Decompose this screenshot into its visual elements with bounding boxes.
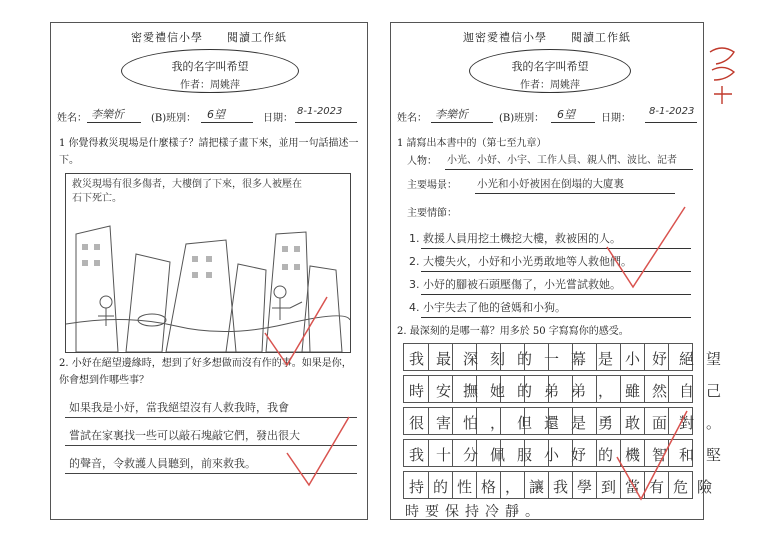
school-header: 迦密愛禮信小學 閱讀工作紙 — [463, 31, 631, 44]
name-label: 姓名： — [57, 113, 87, 124]
drawing-caption: 救災現場有很多傷者，大樓倒了下來，很多人被壓在石下死亡。 — [72, 179, 302, 204]
title-oval — [469, 49, 631, 93]
answer-2-line-1[interactable]: 如果我是小妤，當我絕望沒有人救我時，我會 — [69, 401, 289, 414]
grid-row-text: 我十分佩服小妤的機智和堅 — [409, 446, 734, 464]
author: 作者：周姚萍 — [520, 80, 580, 91]
left-worksheet — [50, 22, 368, 520]
grade-mark-icon — [704, 40, 744, 110]
date-label: 日期： — [601, 113, 631, 124]
grid-row-text: 我最深刻的一幕是小妤絕望 — [409, 350, 734, 368]
answer-2-line-3[interactable]: 的聲音，令救護人員聽到，前來救我。 — [69, 457, 256, 470]
grid-row-text: 持的性格，讓我學到當有危險 — [409, 478, 722, 496]
class-label: (B)班別： — [151, 113, 197, 124]
book-title: 我的名字叫希望 — [511, 60, 589, 73]
author: 作者：周姚萍 — [180, 80, 240, 91]
plot-item-3[interactable]: 3. 小妤的腳被石頭壓傷了，小光嘗試救她。 — [409, 278, 621, 291]
grid-row-text: 很害怕，但還是勇敢面對。 — [409, 414, 734, 432]
name-label: 姓名： — [397, 113, 427, 124]
answer-2-line-2[interactable]: 嘗試在家裏找一些可以敲石塊敲它們，發出很大 — [69, 429, 300, 442]
class-underline — [551, 122, 595, 123]
grade-tick-icon — [613, 407, 691, 503]
plot-item-1[interactable]: 1. 救援人員用挖土機挖大樓，救被困的人。 — [409, 232, 621, 245]
question-2: 2. 最深刻的是哪一幕？用多於 50 字寫寫你的感受。 — [397, 326, 629, 337]
name-value[interactable]: 李樂忻 — [91, 108, 124, 121]
book-title: 我的名字叫希望 — [171, 60, 249, 73]
date-value[interactable]: 8-1-2023 — [649, 106, 695, 117]
grade-tick-icon — [261, 293, 331, 373]
name-underline — [87, 122, 141, 123]
setting-label: 主要場景： — [407, 180, 457, 191]
grid-row — [403, 375, 734, 403]
name-underline — [431, 122, 493, 123]
setting-value[interactable]: 小光和小妤被困在倒塌的大廈裏 — [477, 178, 624, 190]
setting-underline — [475, 193, 675, 194]
class-underline — [201, 122, 253, 123]
grid-overflow-text: 時要保持冷靜。 — [405, 504, 545, 520]
name-value[interactable]: 李樂忻 — [435, 108, 468, 121]
plot-item-4[interactable]: 4. 小宇失去了他的爸媽和小狗。 — [409, 301, 566, 314]
grid-row — [403, 343, 734, 371]
question-1: 1 你覺得救災現場是什麼樣子？請把樣子畫下來，並用一句話描述一下。 — [59, 138, 359, 166]
characters-label: 人物： — [407, 156, 437, 167]
grade-tick-icon — [603, 203, 689, 293]
grid-row-text: 時安撫她的弟弟，雖然自己 — [409, 382, 734, 400]
question-1: 1 請寫出本書中的（第七至九章） — [397, 138, 547, 149]
plot-label: 主要情節： — [407, 208, 457, 219]
class-value[interactable]: 6望 — [557, 108, 575, 121]
plot-item-2[interactable]: 2. 大樓失火，小妤和小光勇敢地等人救他們。 — [409, 255, 632, 268]
grade-tick-icon — [283, 413, 353, 493]
characters-underline — [445, 169, 693, 170]
plot-underline — [421, 317, 691, 318]
title-oval — [121, 49, 299, 93]
characters-value[interactable]: 小光、小妤、小宇、工作人員、親人們、波比、記者 — [447, 155, 677, 166]
question-2: 2. 小妤在絕望邊緣時，想到了好多想做而沒有作的事。如果是你，你會想到作哪些事？ — [59, 358, 352, 386]
school-header: 密愛禮信小學 閱讀工作紙 — [131, 31, 287, 44]
date-underline — [295, 122, 357, 123]
date-underline — [645, 122, 697, 123]
date-label: 日期： — [263, 113, 293, 124]
date-value[interactable]: 8-1-2023 — [297, 106, 343, 117]
class-value[interactable]: 6望 — [207, 108, 225, 121]
class-label: (B)班別： — [499, 113, 545, 124]
right-worksheet — [390, 22, 734, 520]
plot-underline — [421, 294, 691, 295]
